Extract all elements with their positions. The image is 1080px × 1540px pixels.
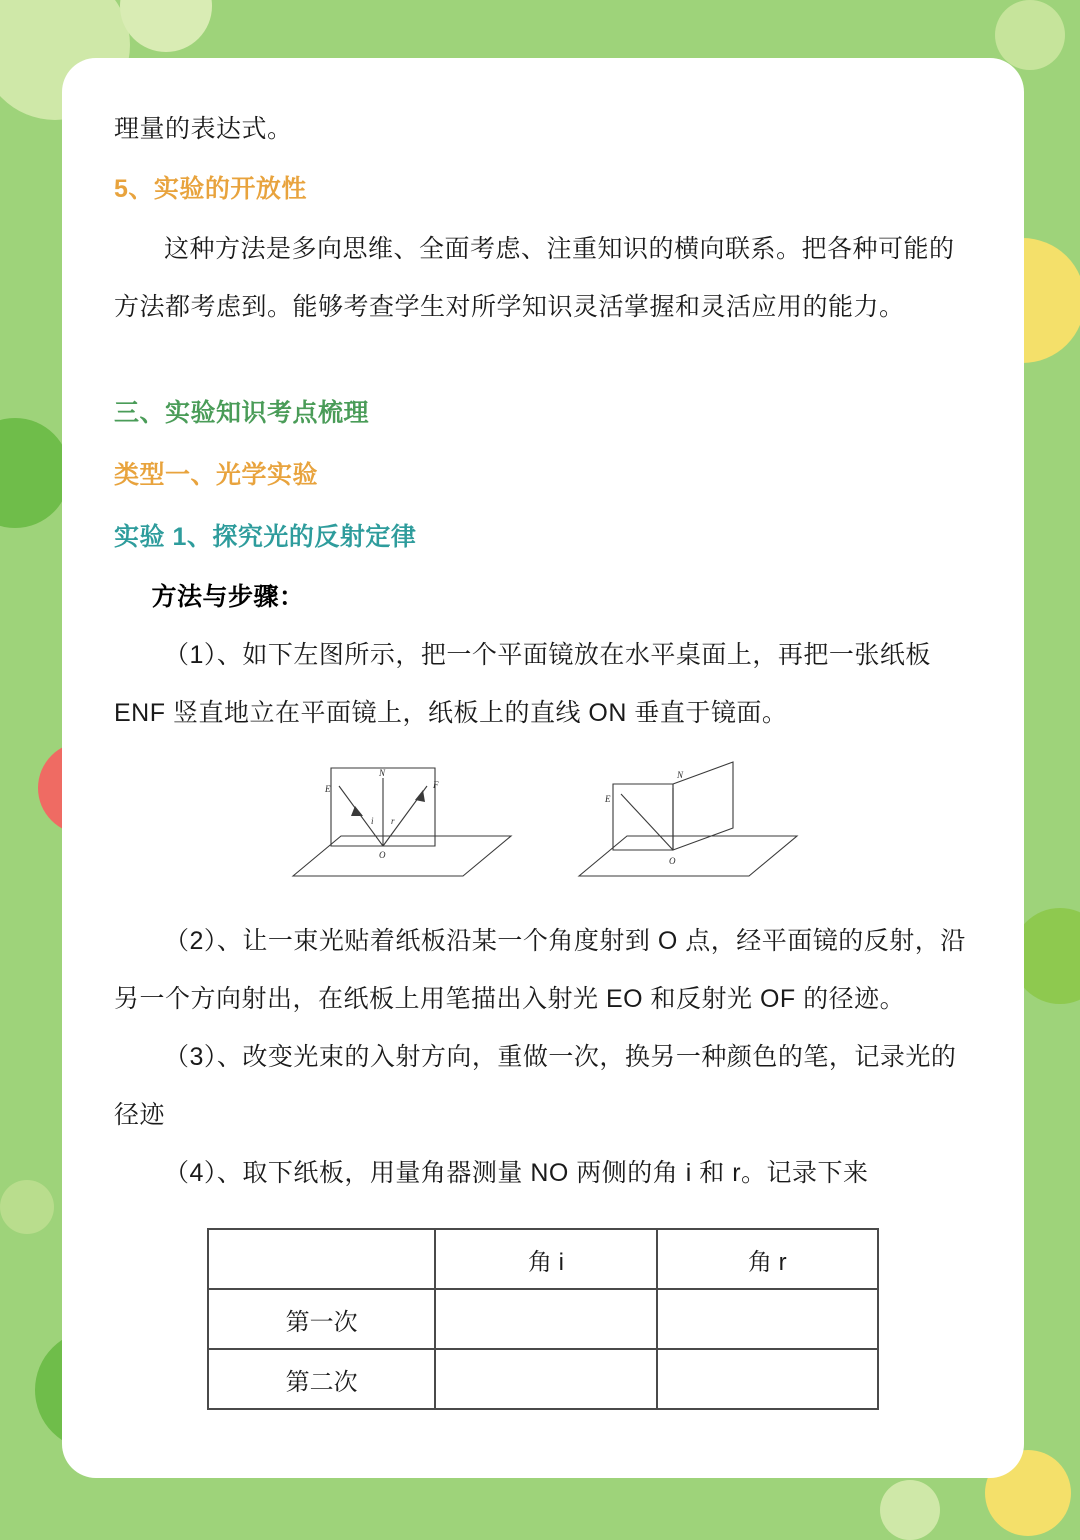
figure-label-N-right: N (677, 770, 684, 780)
figure-label-O-right: O (669, 856, 676, 866)
step-2: （2）、让一束光贴着纸板沿某一个角度射到 O 点，经平面镜的反射，沿另一个方向射出，在纸板上用笔描出入射光 EO 和反射光 OF 的径迹。 (114, 927, 966, 1013)
reflection-experiment-figure (114, 758, 972, 888)
method-steps-label: 方法与步骤： (151, 583, 305, 611)
spacer (114, 336, 972, 382)
step-1: （1）、如下左图所示，把一个平面镜放在水平桌面上，再把一张纸板 ENF 竖直地立在平面镜上，纸板上的直线 ON 垂直于镜面。 (114, 641, 931, 727)
table-row (208, 1349, 878, 1409)
step-4: （4）、取下纸板，用量角器测量 NO 两侧的角 i 和 r。记录下来 (164, 1159, 869, 1187)
table-row (208, 1289, 878, 1349)
table-row-header (208, 1229, 878, 1289)
table-header-angle-r: 角 r (657, 1229, 878, 1289)
step-3: （3）、改变光束的入射方向，重做一次，换另一种颜色的笔，记录光的径迹 (114, 1043, 957, 1129)
decorative-circle (0, 1180, 54, 1234)
figure-right-diagram (573, 758, 803, 888)
table-header-blank (208, 1229, 435, 1289)
figure-left-diagram (283, 758, 513, 888)
decorative-circle (0, 418, 70, 528)
decorative-circle (880, 1480, 940, 1540)
section-3-heading: 三、实验知识考点梳理 (114, 399, 370, 427)
table-cell-first-i[interactable] (435, 1289, 656, 1349)
figure-label-F: F (433, 780, 439, 790)
type-1-heading: 类型一、光学实验 (114, 461, 319, 489)
document-content (114, 100, 972, 1410)
section-5-paragraph: 这种方法是多向思维、全面考虑、注重知识的横向联系。把各种可能的方法都考虑到。能够考查学生对所学知识灵活掌握和灵活应用的能力。 (114, 235, 955, 321)
decorative-circle (120, 0, 212, 52)
figure-label-r: r (391, 816, 395, 826)
experiment-1-heading: 实验 1、探究光的反射定律 (114, 523, 417, 551)
document-page (62, 58, 1024, 1478)
figure-label-E-right: E (605, 794, 611, 804)
table-cell-second-i[interactable] (435, 1349, 656, 1409)
figure-label-E: E (325, 784, 331, 794)
decorative-circle (995, 0, 1065, 70)
measurement-table-wrapper (114, 1228, 972, 1410)
table-header-angle-i: 角 i (435, 1229, 656, 1289)
table-cell-second-r[interactable] (657, 1349, 878, 1409)
figure-label-i: i (371, 816, 374, 826)
partial-line-top: 理量的表达式。 (114, 115, 293, 143)
table-cell-first-r[interactable] (657, 1289, 878, 1349)
figure-label-O: O (379, 850, 386, 860)
section-5-heading: 5、实验的开放性 (114, 175, 307, 203)
table-row-label-first: 第一次 (208, 1289, 435, 1349)
table-row-label-second: 第二次 (208, 1349, 435, 1409)
figure-label-N: N (379, 768, 386, 778)
measurement-table (207, 1228, 879, 1410)
